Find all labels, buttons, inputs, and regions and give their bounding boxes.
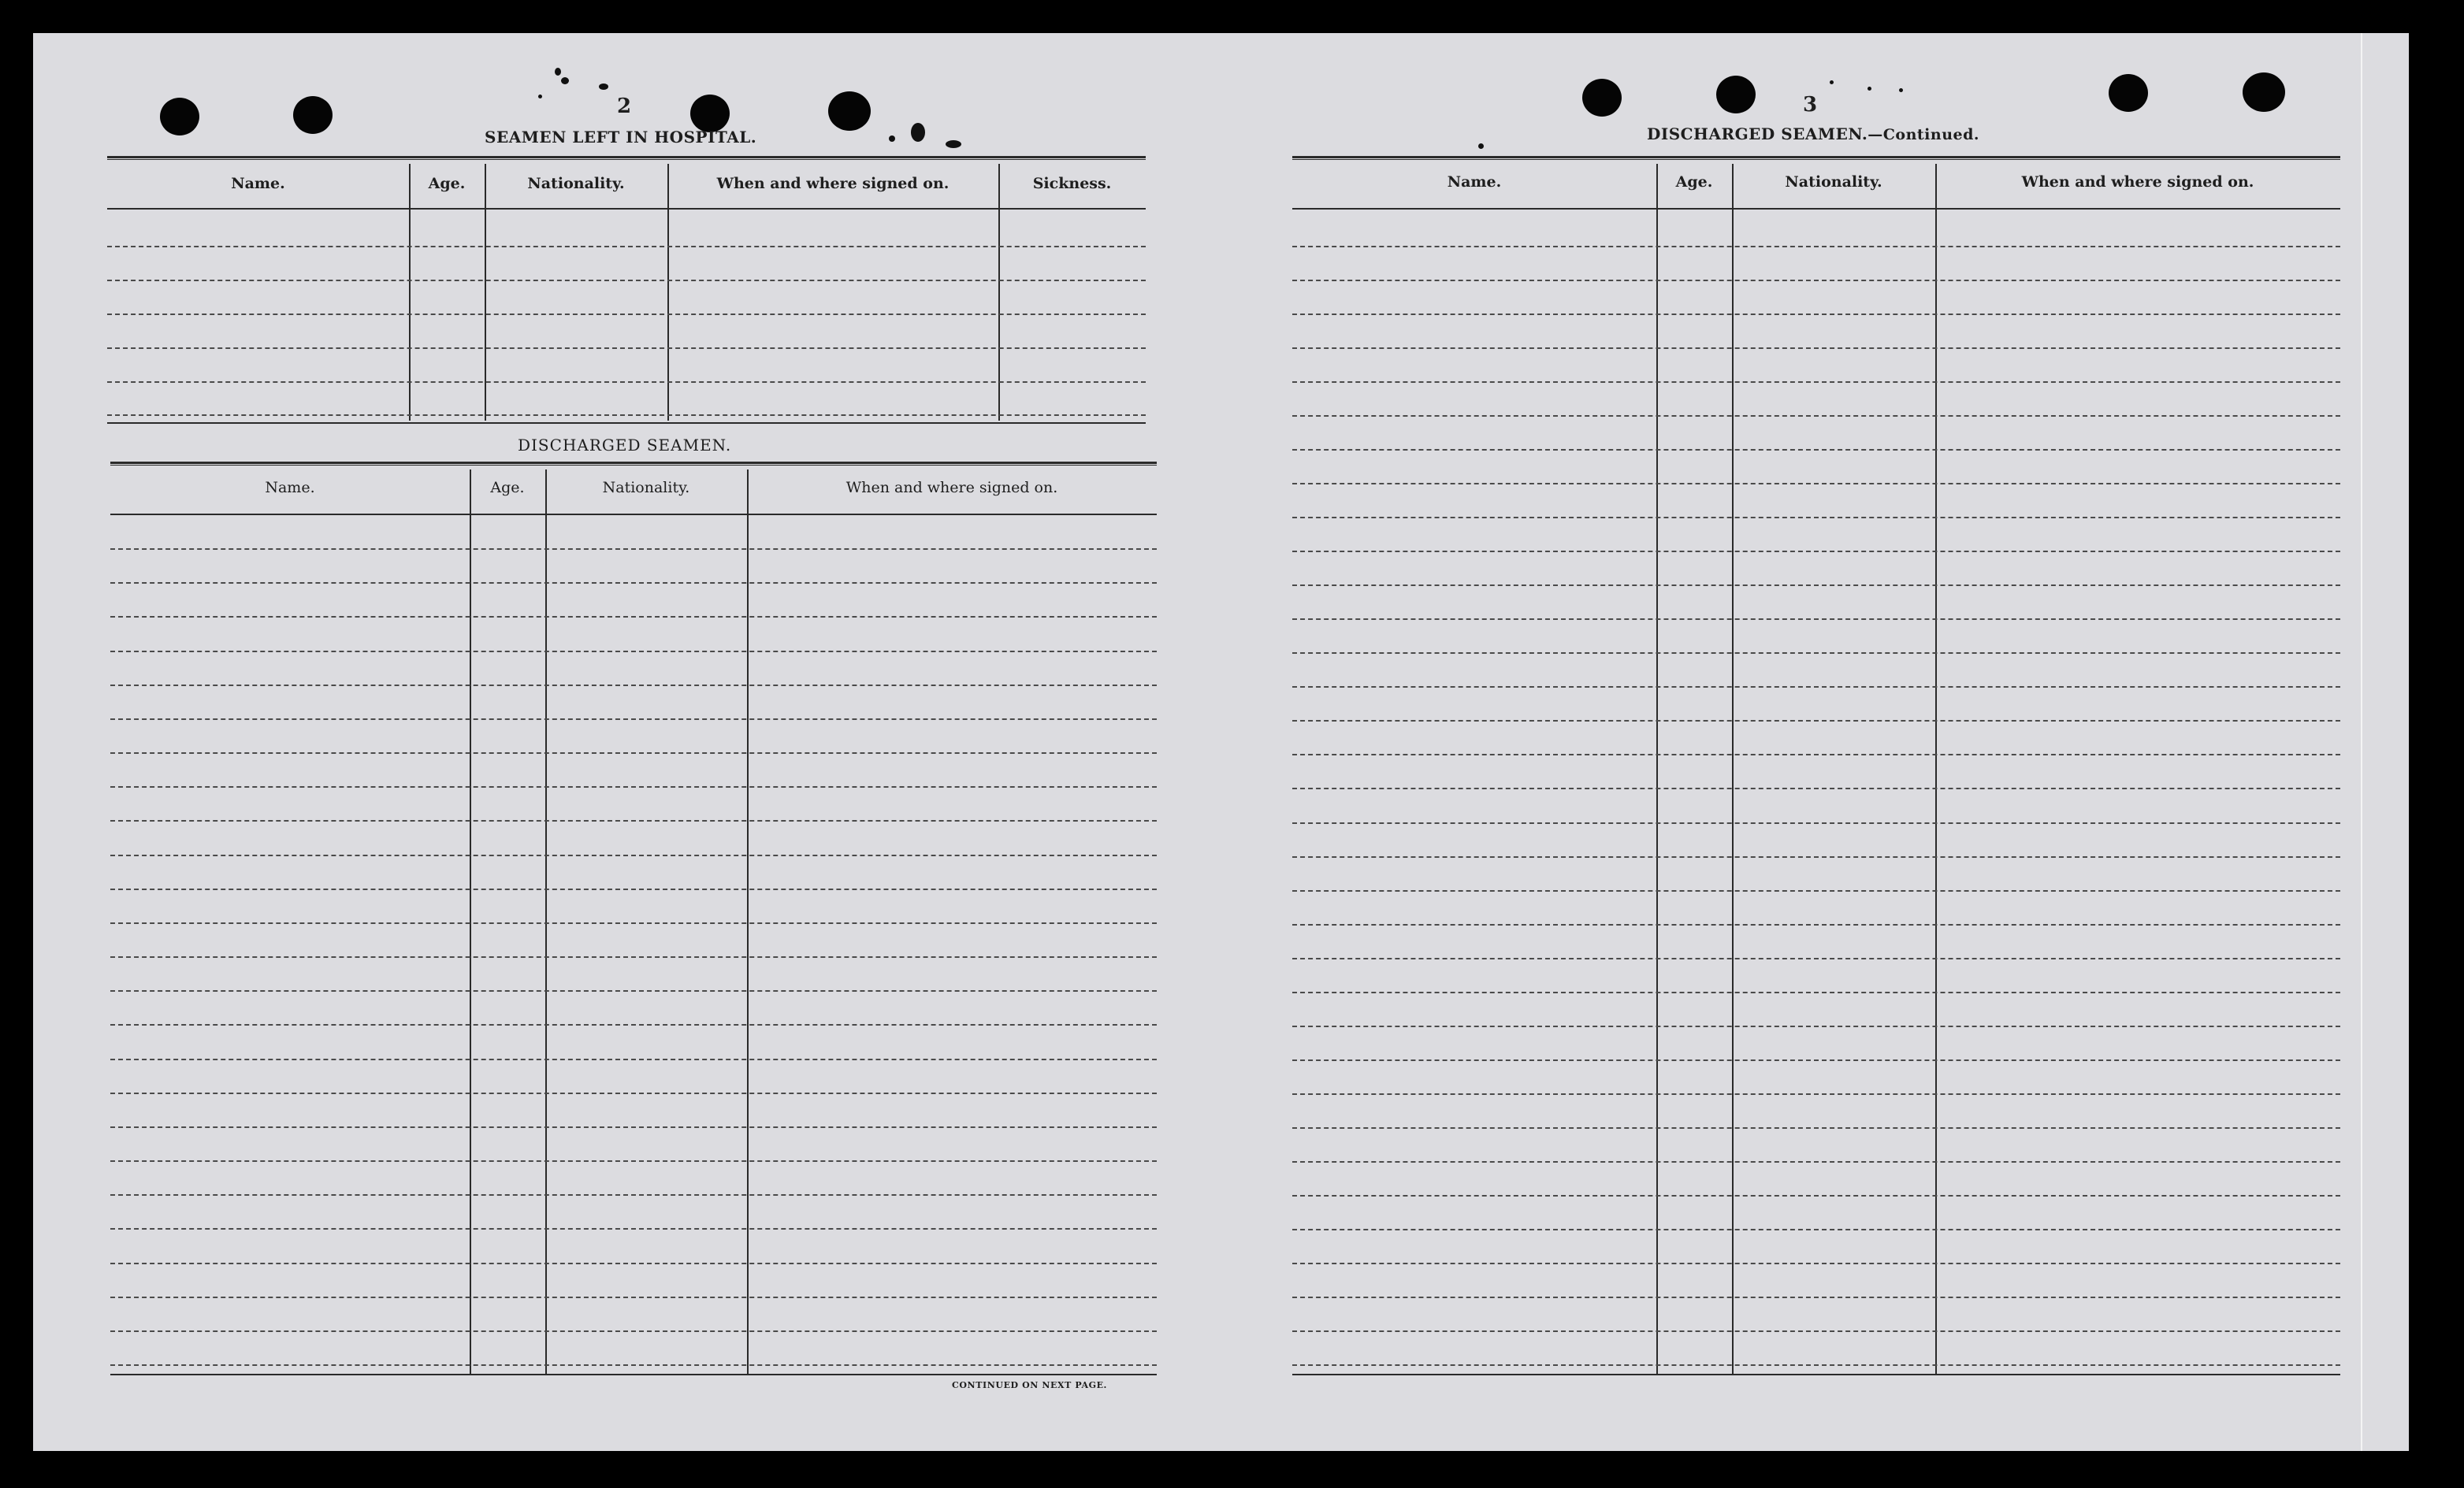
punch-hole bbox=[828, 91, 871, 131]
entry-row-line bbox=[1292, 856, 2340, 858]
ink-speck bbox=[946, 140, 961, 148]
ink-speck bbox=[599, 83, 608, 90]
entry-row-line bbox=[107, 280, 1146, 281]
column-divider bbox=[1732, 164, 1734, 1374]
entry-row-line bbox=[1292, 958, 2340, 959]
entry-row-line bbox=[110, 990, 1157, 992]
punch-hole bbox=[690, 95, 730, 132]
column-header-name: Name. bbox=[1447, 173, 1502, 191]
entry-row-line bbox=[107, 381, 1146, 383]
entry-row-line bbox=[110, 1059, 1157, 1060]
entry-row-line bbox=[1292, 788, 2340, 789]
entry-row-line bbox=[1292, 483, 2340, 484]
column-divider bbox=[1935, 164, 1937, 1374]
continued-footer: CONTINUED ON NEXT PAGE. bbox=[952, 1380, 1107, 1390]
column-header-nationality: Nationality. bbox=[602, 479, 690, 496]
column-header-signed-on: When and where signed on. bbox=[845, 479, 1058, 496]
entry-row-line bbox=[110, 889, 1157, 890]
section-title-text: DISCHARGED SEAMEN. bbox=[1647, 124, 1868, 143]
entry-row-line bbox=[110, 616, 1157, 618]
section-title-discharged: DISCHARGED SEAMEN. bbox=[518, 436, 732, 455]
entry-row-line bbox=[1292, 1229, 2340, 1230]
entry-row-line bbox=[1292, 924, 2340, 926]
entry-row-line bbox=[110, 548, 1157, 550]
header-rule bbox=[107, 208, 1146, 210]
binding-edge bbox=[2361, 33, 2362, 1451]
entry-row-line bbox=[110, 1160, 1157, 1162]
entry-row-line bbox=[110, 651, 1157, 652]
entry-row-line bbox=[1292, 347, 2340, 349]
discharged-table-left bbox=[110, 462, 1157, 1374]
ink-speck bbox=[889, 135, 895, 142]
entry-row-line bbox=[1292, 992, 2340, 993]
entry-row-line bbox=[1292, 415, 2340, 417]
entry-row-line bbox=[1292, 1195, 2340, 1197]
ink-speck bbox=[1868, 87, 1871, 91]
ink-speck bbox=[561, 77, 569, 84]
entry-row-line bbox=[1292, 280, 2340, 281]
entry-row-line bbox=[1292, 517, 2340, 518]
punch-hole bbox=[2243, 72, 2285, 112]
column-header-age: Age. bbox=[490, 479, 525, 496]
discharged-table-right bbox=[1292, 156, 2340, 1374]
section-title-hospital: SEAMEN LEFT IN HOSPITAL. bbox=[485, 128, 757, 147]
entry-row-line bbox=[1292, 381, 2340, 383]
entry-row-line bbox=[1292, 652, 2340, 654]
punch-hole bbox=[1582, 79, 1622, 117]
page-number-right: 3 bbox=[1803, 93, 1818, 117]
entry-row-line bbox=[107, 347, 1146, 349]
ink-speck bbox=[1830, 80, 1834, 84]
table-bottom-rule bbox=[1292, 1374, 2340, 1375]
ink-speck bbox=[555, 68, 561, 76]
entry-row-line bbox=[110, 786, 1157, 788]
entry-row-line bbox=[1292, 1093, 2340, 1095]
entry-row-line bbox=[1292, 314, 2340, 315]
entry-row-line bbox=[110, 1364, 1157, 1366]
entry-row-line bbox=[1292, 822, 2340, 824]
section-title-suffix: —Continued. bbox=[1868, 126, 1980, 143]
entry-row-line bbox=[1292, 246, 2340, 247]
table-bottom-rule bbox=[107, 422, 1146, 424]
section-title-discharged-continued bbox=[1647, 124, 1979, 143]
entry-row-line bbox=[1292, 1263, 2340, 1264]
entry-row-line bbox=[1292, 1127, 2340, 1129]
ink-speck bbox=[911, 123, 925, 142]
entry-row-line bbox=[110, 1228, 1157, 1230]
ink-speck bbox=[1899, 88, 1903, 92]
entry-row-line bbox=[107, 246, 1146, 247]
entry-row-line bbox=[110, 718, 1157, 720]
table-top-rule bbox=[1292, 156, 2340, 160]
entry-row-line bbox=[1292, 551, 2340, 552]
entry-row-line bbox=[1292, 449, 2340, 451]
entry-row-line bbox=[1292, 1161, 2340, 1163]
entry-row-line bbox=[107, 314, 1146, 315]
page-number-left: 2 bbox=[617, 95, 632, 118]
column-header-name: Name. bbox=[265, 479, 315, 496]
entry-row-line bbox=[1292, 890, 2340, 892]
entry-row-line bbox=[110, 1330, 1157, 1332]
punch-hole bbox=[160, 98, 199, 135]
entry-row-line bbox=[110, 820, 1157, 822]
entry-row-line bbox=[110, 922, 1157, 924]
entry-row-line bbox=[110, 1126, 1157, 1128]
entry-row-line bbox=[107, 414, 1146, 416]
column-divider bbox=[1656, 164, 1658, 1374]
entry-row-line bbox=[1292, 618, 2340, 620]
ink-speck bbox=[538, 95, 542, 98]
punch-hole bbox=[1716, 76, 1756, 113]
entry-row-line bbox=[110, 752, 1157, 754]
entry-row-line bbox=[1292, 1330, 2340, 1332]
entry-row-line bbox=[110, 685, 1157, 686]
table-top-rule bbox=[107, 156, 1146, 160]
column-header-nationality: Nationality. bbox=[527, 175, 625, 192]
header-rule bbox=[110, 514, 1157, 515]
entry-row-line bbox=[110, 1024, 1157, 1026]
table-top-rule bbox=[110, 462, 1157, 466]
entry-row-line bbox=[110, 1093, 1157, 1094]
table-bottom-rule bbox=[110, 1374, 1157, 1375]
hospital-table bbox=[107, 156, 1146, 424]
entry-row-line bbox=[110, 1263, 1157, 1264]
column-header-age: Age. bbox=[1675, 173, 1713, 191]
header-rule bbox=[1292, 208, 2340, 210]
entry-row-line bbox=[1292, 1364, 2340, 1366]
entry-row-line bbox=[1292, 754, 2340, 755]
column-header-signed-on: When and where signed on. bbox=[716, 175, 950, 192]
entry-row-line bbox=[1292, 1297, 2340, 1298]
punch-hole bbox=[293, 96, 333, 134]
entry-row-line bbox=[110, 582, 1157, 584]
entry-row-line bbox=[110, 1194, 1157, 1196]
entry-row-line bbox=[110, 855, 1157, 856]
column-header-sickness: Sickness. bbox=[1032, 175, 1112, 192]
entry-row-line bbox=[1292, 1059, 2340, 1061]
entry-row-line bbox=[1292, 686, 2340, 688]
entry-row-line bbox=[1292, 1026, 2340, 1027]
entry-row-line bbox=[110, 1297, 1157, 1298]
ink-speck bbox=[1478, 143, 1484, 149]
column-header-nationality: Nationality. bbox=[1785, 173, 1882, 191]
entry-row-line bbox=[1292, 720, 2340, 722]
punch-hole bbox=[2109, 74, 2148, 112]
entry-row-line bbox=[110, 956, 1157, 958]
column-header-signed-on: When and where signed on. bbox=[2021, 173, 2254, 191]
column-header-age: Age. bbox=[428, 175, 466, 192]
entry-row-line bbox=[1292, 584, 2340, 586]
column-header-name: Name. bbox=[231, 175, 285, 192]
